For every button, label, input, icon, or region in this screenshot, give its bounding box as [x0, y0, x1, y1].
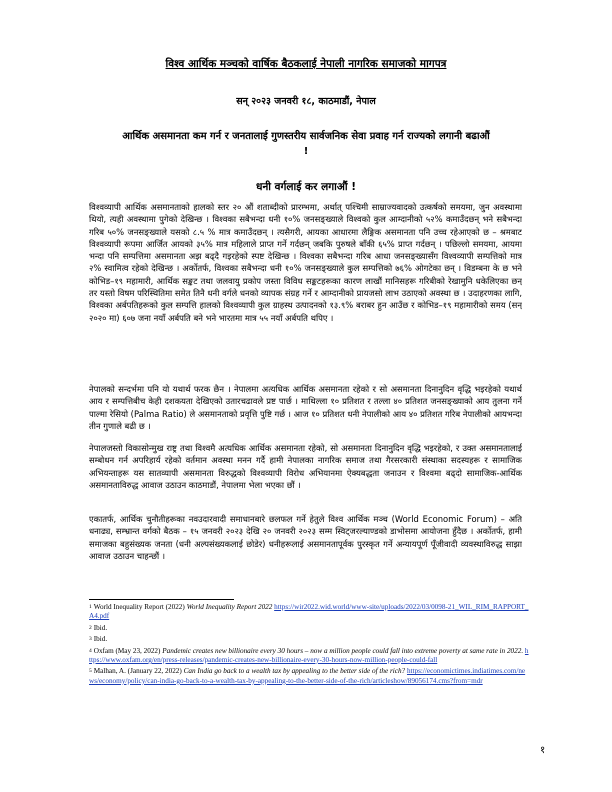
footnote-2 — [89, 624, 529, 633]
footnote-text: Oxfam (May 23, 2022) — [93, 646, 163, 655]
body-text — [89, 201, 522, 572]
footnote-link[interactable]: https://wir2022.wid.world/www-site/uploads/2022/03/0098-21_WIL_RIM_RAPPORT_A4.pdf — [89, 603, 529, 621]
slogan-heading: धनी वर्गलाई कर लगाऔं ! — [256, 181, 356, 193]
footnote-number: 5 — [89, 668, 92, 675]
footnote-4 — [89, 647, 529, 666]
footnote-number: 4 — [89, 647, 92, 654]
footnote-text: World Inequality Report (2022) — [93, 603, 187, 611]
subtitle: आर्थिक असमानता कम गर्न र जनतालाई गुणस्तरीय सार्वजनिक सेवा प्रवाह गर्न राज्यको लगानी बढाऔं ! — [122, 131, 490, 157]
footnote-number: 3 — [89, 636, 92, 643]
footnote-title: Pandemic creates new billionaire every 30 hours – now a million people could fall into extreme poverty at same rate in 2022. — [162, 646, 524, 655]
page-title: विश्व आर्थिक मञ्चको वार्षिक बैठकलाई नेपाली नागरिक समाजको मागपत्र — [165, 58, 447, 70]
footnote-link[interactable]: https://economictimes.indiatimes.com/news/economy/policy/can-india-go-back-to-a-wealth-tax-by-appealing-to-the-better-side-of-the-rich/articleshow/89056174.cms?from=mdr — [89, 667, 526, 685]
footnote-1 — [89, 603, 529, 622]
dateline: सन् २०२३ जनवरी १८, काठमाडौं, नेपाल — [236, 96, 376, 107]
footnote-title: Can India go back to a wealth tax by appealing to the better side of the rich? — [183, 667, 406, 676]
footnote-text: Ibid. — [93, 635, 108, 644]
page-number: १ — [540, 745, 546, 756]
footnote-5 — [89, 667, 529, 686]
footnotes — [89, 603, 529, 688]
footnote-separator — [89, 599, 234, 600]
footnote-text: Ibid. — [93, 623, 108, 632]
paragraph-1: विश्वव्यापी आर्थिक असमानताको हालको स्तर २० औं शताब्दीको प्रारम्भमा, अर्थात् पश्चिमी साम्राज्यवादको उत्कर्षको समयमा, जुन अवस्थामा थियो, त्यही अवस्थामा पुगेको देखिन्छ । विश्वका सबैभन्दा धनी १०% जनसङ्ख्याले विश्वको कुल आम्दानीको ५२% कमाउँदछन् भने सबैभन्दा गरिब ५०% जनसङ्ख्याले यसको ८.५ % मात्र कमाउँदछन् । त्यसैगरी, आयका आधारमा लैङ्गिक असमानता पनि उच्च रहेआएको छ – श्रमबाट विश्वव्यापी रूपमा आर्जित आयको ३५% मात्र महिलाले प्राप्त गर्ने गर्दछन् जबकि पुरुषले बाँकी ६५% प्राप्त गर्दछन् । पछिल्लो समयमा, आयमा भन्दा पनि सम्पत्तिमा असमानता अझ बढ्दै गइरहेको स्पष्ट देखिन्छ । विश्वका सबैभन्दा गरिब आधा जनसङ्ख्यासँग विश्वव्यापी सम्पत्तिको मात्र २% स्वामित्व रहेको देखिन्छ । अर्कोतर्फ, विश्वका सबैभन्दा धनी १०% जनसङ्ख्याले कुल सम्पत्तिको ७६% ओगटेका छन् । विडम्बना के छ भने कोभिड–१९ महामारी, आर्थिक सङ्कट तथा जलवायु प्रकोप जस्ता विविध सङ्कटहरूका कारण लाखौं मानिसहरू गरिबीको रेखामुनि धकेलिएका छन् तर यस्तो विषम परिस्थितिमा समेत तिनै धनी वर्गले धनको व्यापक संग्रह गर्ने र आम्दानीको प्रायजसो लाभ उठाएको अवस्था छ । उदाहरणका लागि, विश्वका अर्बपतिहरूको कुल सम्पत्ति हालको विश्वव्यापी कुल ग्राहस्थ उत्पादनको १३.९% बराबर हुन आउँछ र कोभिड–१९ महामारीको समय (सन् २०२० मा) ६०७ जना नयाँ अर्बपति बने भने भारतमा मात्र ५५ नयाँ अर्बपति थपिए । — [89, 202, 522, 323]
footnote-title: World Inequality Report 2022 — [186, 603, 273, 611]
footnote-3 — [89, 635, 529, 644]
paragraph-4: एकातर्फ, आर्थिक चुनौतीहरूका नवउदारवादी समाधानबारे छलफल गर्ने हेतुले विश्व आर्थिक मञ्च (World Economic Forum) – अति धनाढ्य, सम्भ्रान्त वर्गको बैठक – १५ जनवरी २०२३ देखि २० जनवरी २०२३ सम्म स्विट्जरल्याण्डको डाभोसमा आयोजना हुँदैछ । अर्कोतर्फ, हामी समाजका बहुसंख्यक जनता (धनी अल्पसंख्यकलाई छोडेर) धनीहरूलाई असमानतापूर्वक पुरस्कृत गर्ने अन्यायपूर्ण पूँजीवादी व्यवस्थाविरुद्ध साझा आवाज उठाउन चाहन्छौं । — [89, 514, 522, 561]
paragraph-2: नेपालको सन्दर्भमा पनि यो यथार्थ फरक छैन । नेपालमा अत्यधिक आर्थिक असमानता रहेको र सो असमानता दिनानुदिन वृद्धि भइरहेको यथार्थ आय र सम्पत्तिबीच केही दशकयता देखिएको उतारचढावले प्रष्ट पार्छ । माथिल्ला १० प्रतिशत र तल्ला ४० प्रतिशत जनसङ्ख्याको आय तुलना गर्ने पाल्मा रेसियो (Palma Ratio) ले असमानताको प्रवृत्ति पुष्टि गर्छ । आज १० प्रतिशत धनी नेपालीको आय ४० प्रतिशत गरिब नेपालीको आयभन्दा तीन गुणाले बढी छ । — [89, 384, 522, 431]
paragraph-3: नेपालजस्तो विकासोन्मुख राष्ट्र तथा विश्वमै अत्यधिक आर्थिक असमानता रहेको, सो असमानता दिनानुदिन वृद्धि भइरहेको, र उक्त असमानतालाई सम्बोधन गर्न अपरिहार्य रहेको वर्तमान अवस्था मनन गर्दै हामी नेपालका नागरिक समाज तथा गैरसरकारी संस्थाका सदस्यहरू र सामाजिक अभियन्ताहरू यस सातव्यापी असमानता विरुद्धको विश्वव्यापी विरोध अभियानमा ऐक्यबद्धता जनाउन र विश्वमा बढ्दो सामाजिक-आर्थिक असमानताविरुद्ध आवाज उठाउन काठमाडौं, नेपालमा भेला भएका छौं । — [89, 443, 522, 490]
footnote-link[interactable]: https://www.oxfam.org/en/press-releases/pandemic-creates-new-billionaire-every-30-hours-now-million-people-could-fall — [89, 646, 529, 665]
footnote-text: Malhan, A. (January 22, 2022) — [93, 667, 184, 676]
footnote-number: 1 — [89, 604, 92, 610]
footnote-number: 2 — [89, 624, 92, 631]
